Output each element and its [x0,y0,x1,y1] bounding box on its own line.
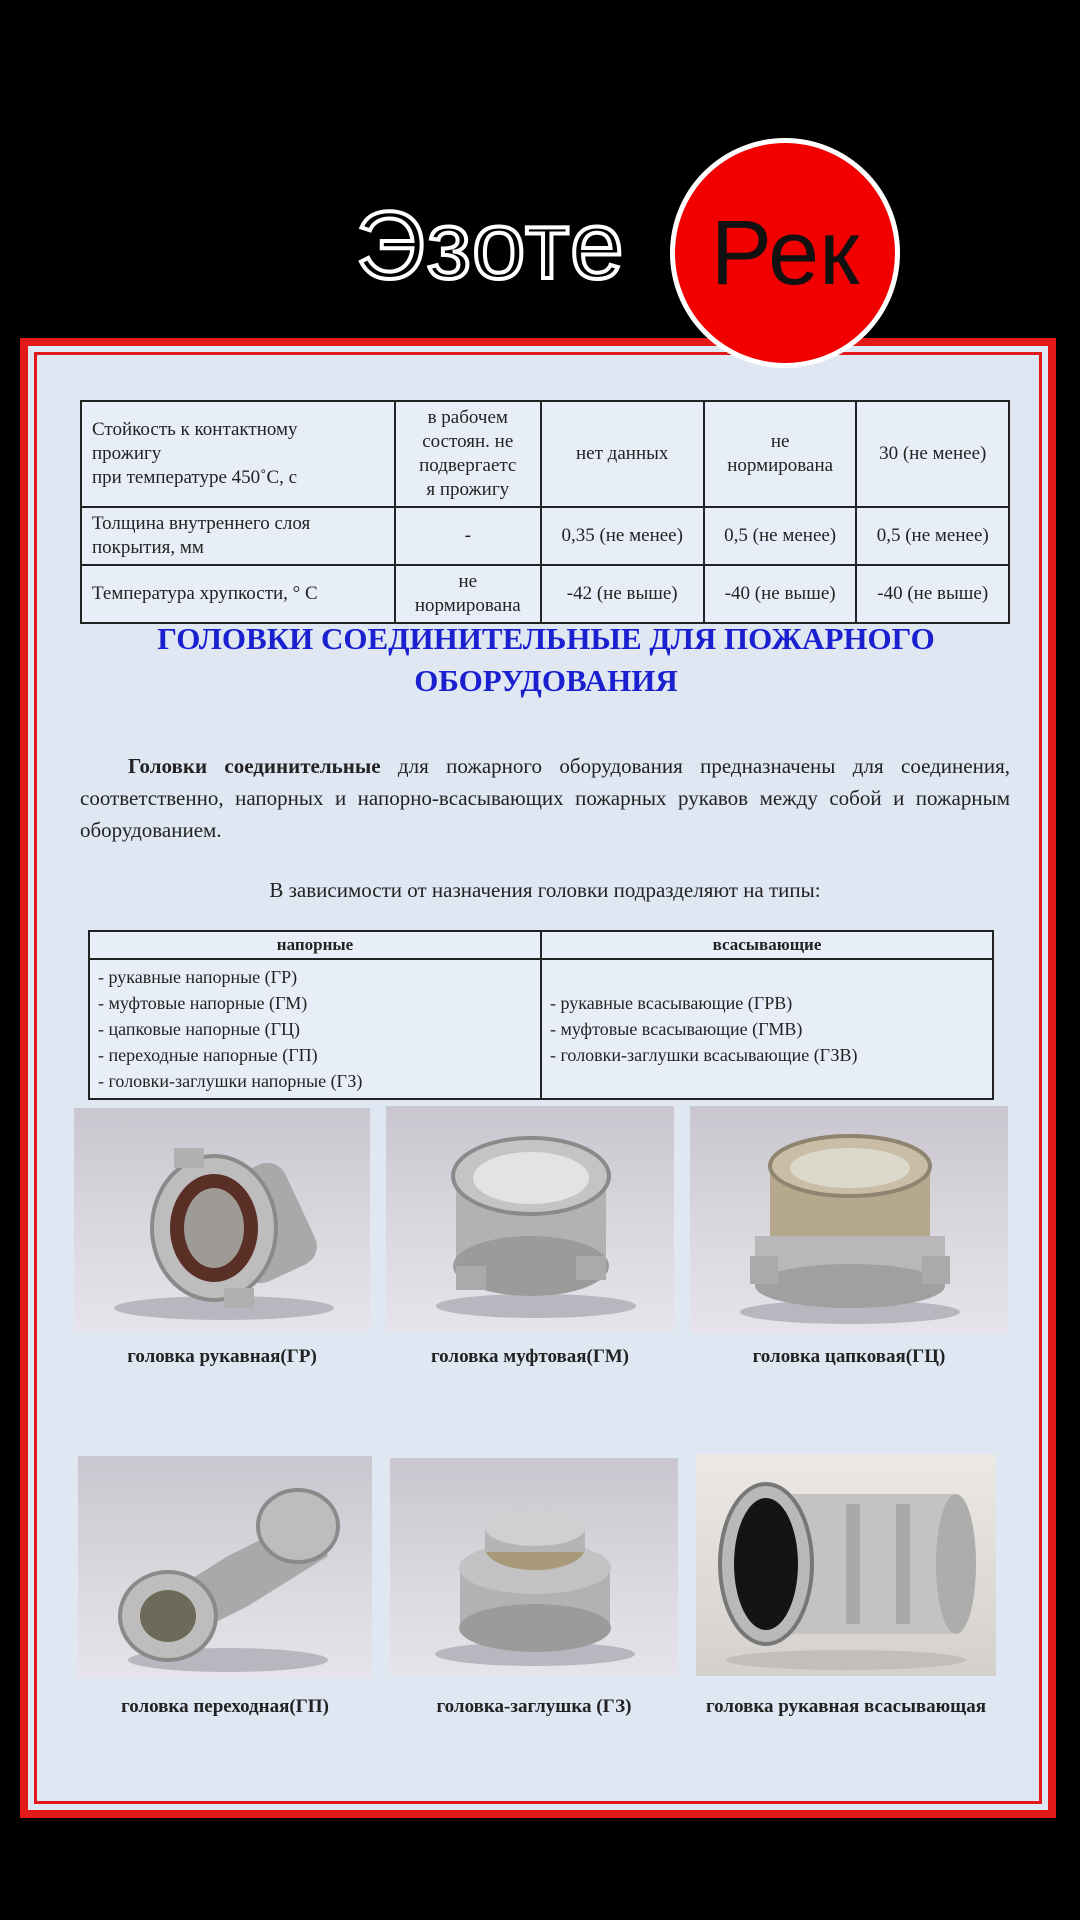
cell-line: нормирована [414,595,521,616]
brand-text: Эзоте [356,192,626,299]
cell-line: при температуре 450˚С, с [92,467,298,488]
value-cell [395,507,541,565]
value-cell: нет данных [541,401,704,507]
photo-caption: головка рукавная всасывающая [706,1696,986,1717]
cell-line: -40 (не выше) [724,583,836,604]
types-pressure-list [89,959,541,1099]
adapter-coupling-photo [78,1456,372,1678]
sleeve-coupling-photo [386,1106,674,1332]
photo-caption: головка переходная(ГП) [121,1696,329,1717]
value-cell: -40 (не выше) [856,565,1009,623]
brand-badge: Рек [670,138,900,368]
value-cell [704,401,857,507]
bottom-overlay-bar [0,1842,1080,1920]
intro-paragraph [80,750,1010,846]
value-cell: 0,5 (не менее) [856,507,1009,565]
cell-line: прожигу [92,443,162,464]
poster-title: ГОЛОВКИ СОЕДИНИТЕЛЬНЫЕ ДЛЯ ПОЖАРНОГО ОБОРУДОВАНИЯ [157,621,935,698]
cap-coupling-photo [390,1458,678,1676]
photo-caption: головка муфтовая(ГМ) [431,1346,629,1367]
cell-line: не [458,571,478,592]
property-name-cell [81,565,395,623]
properties-table [80,400,1010,624]
properties-row [81,401,1009,507]
type-list-item: - цапковые напорные (ГЦ) [98,1019,301,1039]
value-cell: 0,35 (не менее) [541,507,704,565]
types-suction-list [541,959,993,1099]
cell-line: не [770,431,790,452]
cell-line: состоян. не [422,431,514,452]
properties-row [81,565,1009,623]
cell-line: Стойкость к контактному [92,419,298,440]
suction-coupling-photo [696,1454,996,1676]
type-list-item: - рукавные всасывающие (ГРВ) [550,993,793,1013]
types-header-pressure: напорные [89,931,541,959]
top-overlay-bar [0,0,1080,318]
intro-rest: для пожарного оборудования предназначены для соединения, соответственно, напорных и напорно-всасывающих пожарных рукавов между собой и пожарным оборудованием. [80,754,1010,842]
cell-line: Толщина внутреннего слоя [92,513,311,534]
type-list-item: - головки-заглушки напорные (ГЗ) [98,1071,363,1091]
value-cell [395,565,541,623]
type-list-item: - рукавные напорные (ГР) [98,967,298,987]
photo-caption: головка рукавная(ГР) [127,1346,317,1367]
types-table [88,930,994,1100]
types-subtitle: В зависимости от назначения головки подразделяют на типы: [269,878,821,902]
property-name-cell [81,507,395,565]
poster [20,338,1056,1818]
value-cell [395,401,541,507]
cell-line: нормирована [727,455,834,476]
cell-line: 0,5 (не менее) [724,525,837,546]
type-list-item: - переходные напорные (ГП) [98,1045,318,1065]
photo-caption: головка-заглушка (ГЗ) [436,1696,632,1717]
value-cell: 30 (не менее) [856,401,1009,507]
cell-line: Температура хрупкости, ° С [92,583,318,604]
type-list-item: - муфтовые напорные (ГМ) [98,993,308,1013]
value-cell [704,565,857,623]
hose-coupling-photo [74,1108,370,1330]
properties-row [81,507,1009,565]
value-cell [704,507,857,565]
value-cell: -42 (не выше) [541,565,704,623]
photo-caption: головка цапковая(ГЦ) [752,1346,946,1367]
property-name-cell [81,401,395,507]
type-list-item: - муфтовые всасывающие (ГМВ) [550,1019,803,1039]
cell-line: покрытия, мм [92,537,204,558]
cell-line: - [464,525,471,546]
type-list-item: - головки-заглушки всасывающие (ГЗВ) [550,1045,858,1065]
cell-line: подвергаетс [419,455,517,476]
cell-line: я прожигу [426,479,510,500]
threaded-coupling-photo [690,1106,1008,1334]
types-header-suction: всасывающие [541,931,993,959]
intro-bold: Головки соединительные [128,754,381,778]
cell-line: в рабочем [427,407,508,428]
